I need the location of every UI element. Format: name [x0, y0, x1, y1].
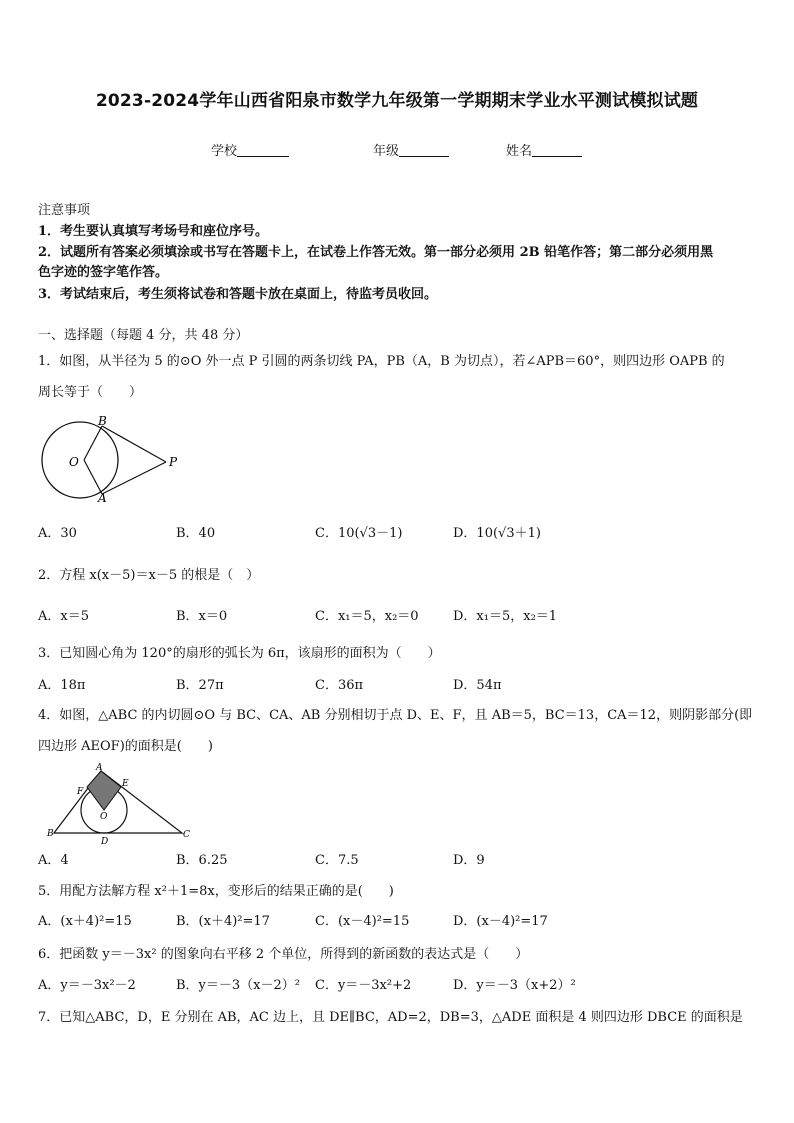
school-label: 学校: [211, 144, 238, 159]
q3-option-d[interactable]: D．54π: [453, 678, 502, 693]
q1-option-a[interactable]: A．30: [38, 526, 77, 541]
q1-label-o: O: [69, 455, 79, 469]
school-blank[interactable]: [237, 142, 289, 157]
school-field: [211, 140, 289, 159]
q4-label-b: B: [47, 829, 54, 839]
q4-option-d[interactable]: D．9: [453, 853, 485, 868]
q1-circle: [42, 422, 118, 498]
q1-option-b[interactable]: B．40: [176, 526, 216, 541]
q2-option-a[interactable]: A．x＝5: [38, 609, 89, 624]
q4-label-f: F: [77, 787, 84, 797]
q1-stem-line2: 周长等于（ ）: [38, 385, 143, 400]
name-field: [506, 140, 582, 159]
note-2b: 色字迹的签字笔作答。: [38, 265, 169, 280]
note-1: 1．考生要认真填写考场号和座位序号。: [38, 224, 269, 239]
q1-label-a: A: [98, 491, 107, 504]
q1-label-b: B: [98, 414, 107, 428]
name-label: 姓名: [506, 144, 533, 159]
q5-option-d[interactable]: D．(x－4)²=17: [453, 914, 548, 929]
q6-option-b[interactable]: B．y＝－3（x－2）²: [176, 978, 300, 993]
q4-option-c[interactable]: C．7.5: [315, 853, 359, 868]
q4-label-d: D: [101, 837, 109, 847]
q3-option-b[interactable]: B．27π: [176, 678, 224, 693]
q4-stem-line1: 4．如图，△ABC 的内切圆⊙O 与 BC、CA、AB 分别相切于点 D、E、F，且 AB＝5，BC＝13，CA＝12，则阴影部分(即: [38, 708, 753, 723]
q1-stem-line1: 1．如图，从半径为 5 的⊙O 外一点 P 引圆的两条切线 PA，PB（A，B 为切点），若∠APB＝60°，则四边形 OAPB 的: [38, 354, 725, 369]
q1-label-p: P: [169, 455, 178, 469]
q6-option-c[interactable]: C．y＝－3x²+2: [315, 978, 412, 993]
note-2a: 2．试题所有答案必须填涂或书写在答题卡上，在试卷上作答无效。第一部分必须用 2B 铅笔作答；第二部分必须用黑: [38, 245, 714, 260]
q6-stem: 6．把函数 y＝－3x² 的图象向右平移 2 个单位，所得到的新函数的表达式是（ ）: [38, 947, 529, 962]
name-blank[interactable]: [532, 142, 582, 157]
q4-label-a: A: [96, 763, 103, 773]
q1-tangent-pa: [102, 462, 166, 494]
q1-figure: [36, 412, 186, 504]
q5-option-b[interactable]: B．(x＋4)²=17: [176, 914, 270, 929]
page-title: 2023-2024学年山西省阳泉市数学九年级第一学期期末学业水平测试模拟试题: [95, 91, 699, 111]
q1-option-c[interactable]: C．10(√3－1): [315, 526, 403, 541]
q1-segment-oa: [84, 460, 102, 494]
q1-option-d[interactable]: D．10(√3＋1): [453, 526, 541, 541]
q5-option-c[interactable]: C．(x－4)²=15: [315, 914, 410, 929]
q4-option-b[interactable]: B．6.25: [176, 853, 228, 868]
q6-option-d[interactable]: D．y＝－3（x+2）²: [453, 978, 576, 993]
q4-shaded-aeof: [87, 771, 121, 810]
grade-field: [373, 140, 449, 159]
grade-label: 年级: [373, 144, 400, 159]
q5-option-a[interactable]: A．(x＋4)²=15: [38, 914, 132, 929]
q4-figure: [44, 760, 194, 848]
q1-segment-ob: [84, 426, 102, 460]
q6-option-a[interactable]: A．y＝－3x²－2: [38, 978, 136, 993]
q3-option-a[interactable]: A．18π: [38, 678, 86, 693]
q1-tangent-pb: [102, 426, 166, 462]
q4-label-c: C: [183, 830, 190, 840]
q2-stem: 2．方程 x(x－5)＝x－5 的根是（ ）: [38, 568, 260, 583]
notes-heading: 注意事项: [38, 203, 91, 218]
q4-triangle: [54, 771, 182, 833]
section-heading: 一、选择题（每题 4 分，共 48 分）: [38, 328, 249, 343]
q4-label-e: E: [122, 779, 129, 789]
grade-blank[interactable]: [399, 142, 449, 157]
q5-stem: 5．用配方法解方程 x²＋1=8x，变形后的结果正确的是( ): [38, 884, 394, 899]
note-3: 3．考试结束后，考生须将试卷和答题卡放在桌面上，待监考员收回。: [38, 287, 438, 302]
q2-option-c[interactable]: C．x₁＝5，x₂＝0: [315, 609, 419, 624]
q2-option-b[interactable]: B．x＝0: [176, 609, 228, 624]
q4-option-a[interactable]: A．4: [38, 853, 69, 868]
q3-stem: 3．已知圆心角为 120°的扇形的弧长为 6π，该扇形的面积为（ ）: [38, 646, 441, 661]
q3-option-c[interactable]: C．36π: [315, 678, 364, 693]
q7-stem: 7．已知△ABC，D，E 分别在 AB，AC 边上，且 DE∥BC，AD=2，DB=3，△ADE 面积是 4 则四边形 DBCE 的面积是: [38, 1010, 743, 1025]
q4-label-o: O: [100, 812, 108, 822]
q4-stem-line2: 四边形 AEOF)的面积是( ): [38, 739, 213, 754]
q2-option-d[interactable]: D．x₁＝5，x₂＝1: [453, 609, 558, 624]
